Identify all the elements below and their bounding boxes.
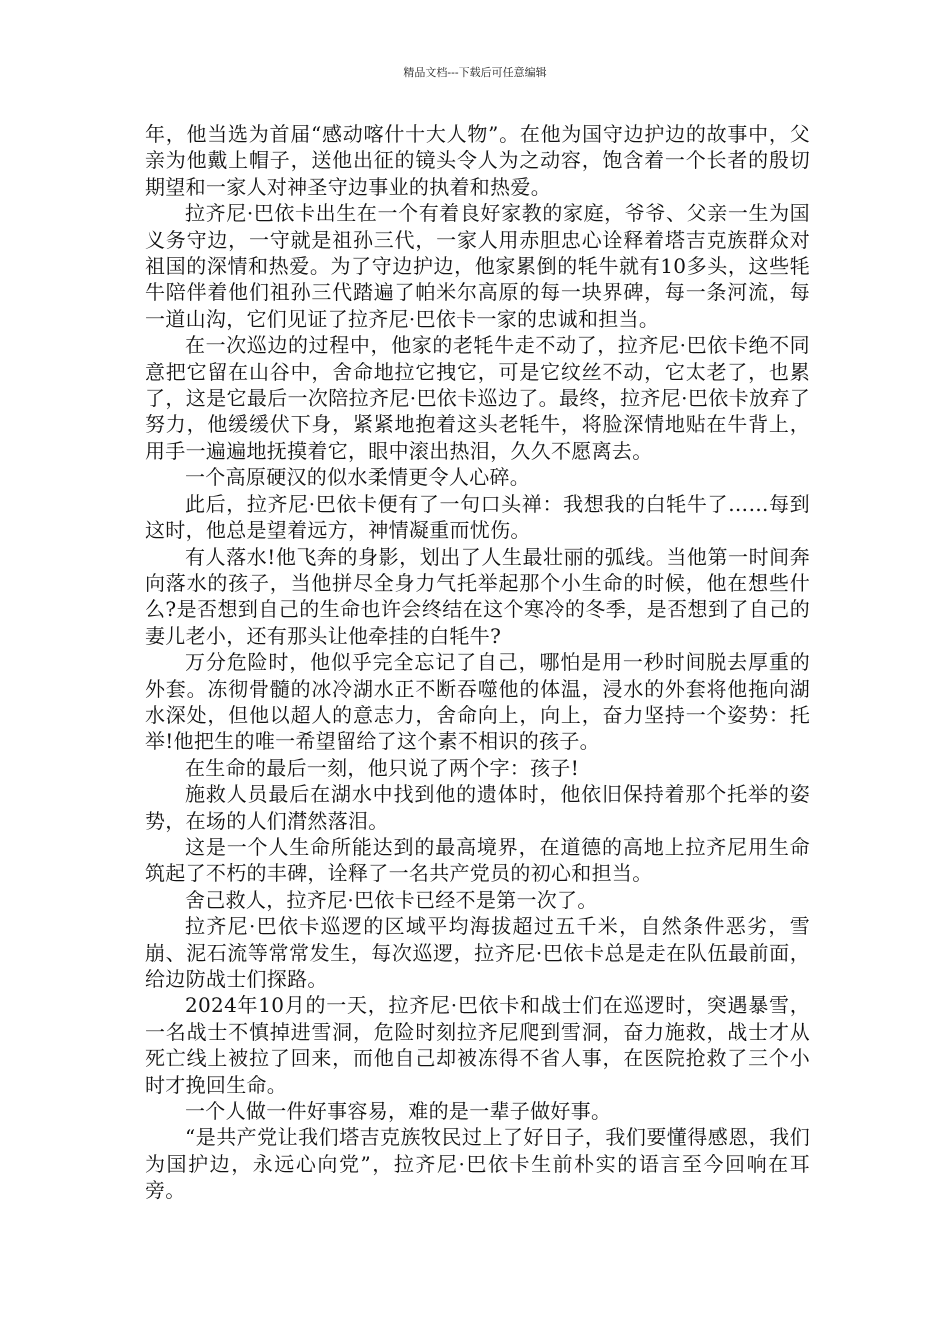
paragraph: 此后，拉齐尼·巴依卡便有了一句口头禅：我想我的白牦牛了……每到这时，他总是望着远方，神情凝重而忧伤。 [145,491,810,543]
paragraph: 一个高原硬汉的似水柔情更令人心碎。 [185,465,531,490]
paragraph: 在一次巡边的过程中，他家的老牦牛走不动了，拉齐尼·巴依卡绝不同意把它留在山谷中，舍命地拉它拽它，可是它纹丝不动，它太老了，也累了，这是它最后一次陪拉齐尼·巴依卡巡边了。最终，拉齐尼·巴依卡放弃了努力，他缓缓伏下身，紧紧地抱着这头老牦牛，将脸深情地贴在牛背上，用手一遍遍地抚摸着它，眼中滚出热泪，久久不愿离去。 [145,333,810,463]
paragraph: 这是一个人生命所能达到的最高境界，在道德的高地上拉齐尼用生命筑起了不朽的丰碑，诠释了一名共产党员的初心和担当。 [145,834,810,886]
paragraph: 拉齐尼·巴依卡巡逻的区域平均海拔超过五千米，自然条件恶劣，雪崩、泥石流等常常发生，每次巡逻，拉齐尼·巴依卡总是走在队伍最前面，给边防战士们探路。 [145,914,810,991]
paragraph: 万分危险时，他似乎完全忘记了自己，哪怕是用一秒时间脱去厚重的外套。冻彻骨髓的冰冷湖水正不断吞噬他的体温，浸水的外套将他拖向湖水深处，但他以超人的意志力，舍命向上，向上，奋力坚持一个姿势：托举!他把生的唯一希望留给了这个素不相识的孩子。 [145,650,810,754]
paragraph: 一个人做一件好事容易，难的是一辈子做好事。 [185,1099,612,1124]
paragraph: 施救人员最后在湖水中找到他的遗体时，他依旧保持着那个托举的姿势，在场的人们潸然落泪。 [145,782,810,833]
paragraph: 2024年10月的一天，拉齐尼·巴依卡和战士们在巡逻时，突遇暴雪，一名战士不慎掉进雪洞，危险时刻拉齐尼爬到雪洞，奋力施救，战士才从死亡线上被拉了回来，而他自己却被冻得不省人事，在医院抢救了三个小时才挽回生命。 [145,993,810,1097]
paragraph: 年，他当选为首届“感动喀什十大人物”。在他为国守边护边的故事中，父亲为他戴上帽子，送他出征的镜头令人为之动容，饱含着一个长者的殷切期望和一家人对神圣守边事业的执着和热爱。 [145,122,810,199]
paragraph: “是共产党让我们塔吉克族牧民过上了好日子，我们要懂得感恩，我们为国护边，永远心向党”，拉齐尼·巴依卡生前朴实的语言至今回响在耳旁。 [145,1125,810,1203]
paragraph: 拉齐尼·巴依卡出生在一个有着良好家教的家庭，爷爷、父亲一生为国义务守边，一守就是祖孙三代，一家人用赤胆忠心诠释着塔吉克族群众对祖国的深情和热爱。为了守边护边，他家累倒的牦牛就有10多头，这些牦牛陪伴着他们祖孙三代踏遍了帕米尔高原的每一块界碑，每一条河流，每一道山沟，它们见证了拉齐尼·巴依卡一家的忠诚和担当。 [145,201,810,331]
paragraph: 舍己救人，拉齐尼·巴依卡已经不是第一次了。 [185,887,598,912]
page-header: 精品文档---下载后可任意编辑 [403,66,547,79]
paragraph: 有人落水!他飞奔的身影，划出了人生最壮丽的弧线。当他第一时间奔向落水的孩子，当他拼尽全身力气托举起那个小生命的时候，他在想些什么?是否想到自己的生命也许会终结在这个寒冷的冬季，是否想到了自己的妻儿老小，还有那头让他牵挂的白牦牛? [145,544,810,648]
paragraph: 在生命的最后一刻，他只说了两个字：孩子! [185,755,580,780]
document-body [145,121,810,1204]
